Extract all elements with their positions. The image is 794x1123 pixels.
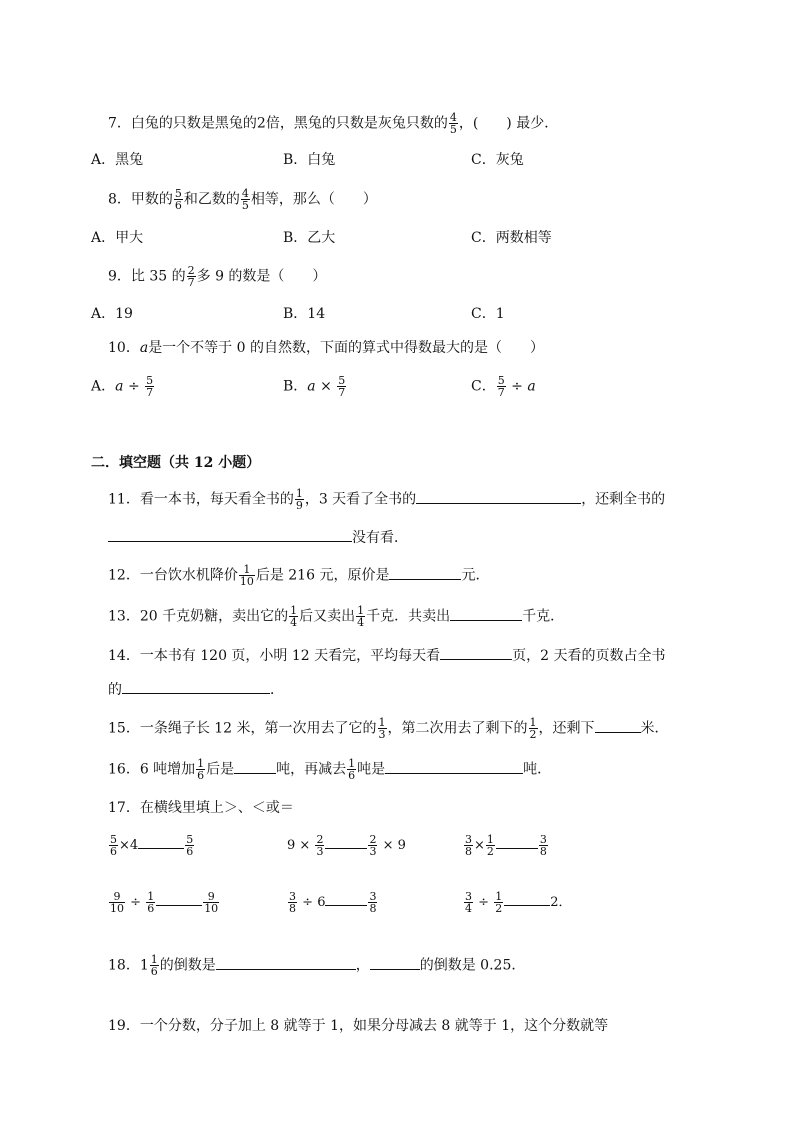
q8-text: 相等，那么（ ）	[250, 191, 377, 208]
q9-text: 9．比 35 的	[108, 268, 186, 285]
q14-text: 14．一本书有 120 页，小明 12 天看完，平均每天看	[108, 648, 441, 664]
q7-option-b[interactable]: B．白兔	[283, 152, 336, 168]
answer-blank[interactable]	[385, 759, 523, 774]
fraction: $\frac{1}{10}$	[239, 563, 254, 588]
q7-option-a[interactable]: A．黑兔	[91, 152, 144, 168]
question-11: 11．看一本书，每天看全书的 $\frac{1}{9}$ ，3 天看了全书的 ，还剩全书的	[108, 487, 666, 512]
section-heading: 二．填空题（共 12 小题）	[91, 455, 261, 471]
answer-blank[interactable]	[416, 489, 581, 504]
answer-blank[interactable]	[216, 955, 356, 970]
question-14-cont: 的 ．	[108, 679, 284, 700]
fraction: $\frac{1}{4}$	[357, 604, 365, 629]
fraction: $\frac{1}{6}$	[348, 757, 356, 782]
question-13: 13．20 千克奶糖，卖出它的 $\frac{1}{4}$ 后又卖出 $\frac{1}{4}$ 千克．共卖出 千克．	[108, 604, 565, 629]
compare-item: $\frac{5}{6}$ ×4 $\frac{5}{6}$	[110, 833, 194, 858]
compare-item: $\frac{9}{10}$ ÷ $\frac{1}{6}$ $\frac{9}{10}$	[110, 890, 219, 915]
fraction: $\frac{4}{5}$	[241, 187, 249, 212]
q13-text: 13．20 千克奶糖，卖出它的	[108, 608, 289, 625]
compare-item: 9 × $\frac{2}{3}$ $\frac{2}{3}$ × 9	[287, 833, 406, 858]
compare-item: $\frac{3}{4}$ ÷ $\frac{1}{2}$ 2．	[465, 890, 572, 915]
fraction: $\frac{1}{9}$	[295, 487, 303, 512]
fraction: $\frac{5}{6}$	[174, 187, 182, 212]
q8-option-c[interactable]: C．两数相等	[471, 230, 552, 246]
fraction: $\frac{2}{7}$	[187, 264, 195, 289]
answer-blank[interactable]	[325, 891, 367, 906]
q8-option-b[interactable]: B．乙大	[283, 230, 336, 246]
fraction: $\frac{1}{6}$	[150, 953, 158, 978]
answer-blank[interactable]	[389, 565, 461, 580]
answer-blank[interactable]	[450, 606, 522, 621]
question-8	[108, 188, 377, 211]
answer-blank[interactable]	[108, 527, 352, 542]
q10-number: 10．	[108, 340, 140, 356]
q9-option-c[interactable]: C．1	[471, 306, 505, 322]
fraction: $\frac{1}{4}$	[290, 604, 298, 629]
q9-option-a[interactable]: A．19	[91, 306, 133, 322]
q16-text: 16．6 吨增加	[108, 761, 196, 778]
fraction: $\frac{1}{6}$	[197, 757, 205, 782]
answer-blank[interactable]	[504, 891, 550, 906]
fraction: $\frac{1}{2}$	[529, 716, 537, 741]
answer-blank[interactable]	[595, 718, 641, 733]
answer-blank[interactable]	[138, 834, 184, 849]
q7-text: 7．白兔的只数是黑兔的2倍，黑兔的只数是灰兔只数的	[108, 115, 448, 132]
q18-text: 18．1	[108, 957, 149, 974]
question-7	[108, 112, 558, 135]
answer-blank[interactable]	[156, 891, 202, 906]
question-18: 18．1 $\frac{1}{6}$ 的倒数是 ， 的倒数是 0.25．	[108, 953, 526, 978]
q9-text: 多 9 的数是（ ）	[196, 268, 327, 285]
compare-item: $\frac{3}{8}$ ÷ 6 $\frac{3}{8}$	[289, 890, 377, 915]
question-15: 15．一条绳子长 12 米，第一次用去了它的 $\frac{1}{3}$ ，第二次用去了剩下的 $\frac{1}{2}$ ，还剩下 米．	[108, 716, 669, 741]
fraction: $\frac{4}{5}$	[449, 111, 457, 136]
question-11-cont: 没有看．	[108, 527, 408, 548]
q11-text: 11．看一本书，每天看全书的	[108, 491, 294, 508]
q7-tail: ，( ) 最少．	[458, 115, 559, 132]
q7-option-c[interactable]: C．灰兔	[471, 152, 524, 168]
question-16: 16．6 吨增加 $\frac{1}{6}$ 后是 吨，再减去 $\frac{1}{6}$ 吨是 吨．	[108, 757, 552, 782]
answer-blank[interactable]	[440, 645, 512, 660]
answer-blank[interactable]	[370, 955, 420, 970]
q9-option-b[interactable]: B．14	[283, 306, 326, 322]
answer-blank[interactable]	[496, 834, 538, 849]
compare-item: $\frac{3}{8}$ × $\frac{1}{2}$ $\frac{3}{8}$	[465, 833, 547, 858]
question-14: 14．一本书有 120 页，小明 12 天看完，平均每天看 页，2 天看的页数占全书	[108, 645, 666, 666]
answer-blank[interactable]	[325, 834, 367, 849]
variable-a: a	[139, 340, 149, 356]
question-10	[108, 338, 544, 358]
q12-text: 12．一台饮水机降价	[108, 567, 238, 584]
q8-text: 和乙数的	[183, 191, 240, 208]
answer-blank[interactable]	[122, 679, 270, 694]
question-17: 17．在横线里填上＞、＜或＝	[108, 800, 294, 816]
q8-text: 8．甲数的	[108, 191, 173, 208]
q10-option-c[interactable]: C． $\frac{5}{7}$ ÷ a	[471, 374, 536, 399]
question-12: 12．一台饮水机降价 $\frac{1}{10}$ 后是 216 元，原价是 元．	[108, 563, 490, 588]
q10-text: 是一个不等于 0 的自然数，下面的算式中得数最大的是（ ）	[148, 340, 544, 356]
q15-text: 15．一条绳子长 12 米，第一次用去了它的	[108, 720, 377, 737]
fraction: $\frac{1}{3}$	[378, 716, 386, 741]
answer-blank[interactable]	[234, 759, 276, 774]
q10-option-a[interactable]: A．a ÷ $\frac{5}{7}$	[91, 374, 154, 399]
question-9	[108, 265, 326, 288]
question-19: 19．一个分数，分子加上 8 就等于 1，如果分母减去 8 就等于 1，这个分数就等	[108, 1018, 609, 1034]
q10-option-b[interactable]: B．a × $\frac{5}{7}$	[283, 374, 346, 399]
q8-option-a[interactable]: A．甲大	[91, 230, 144, 246]
